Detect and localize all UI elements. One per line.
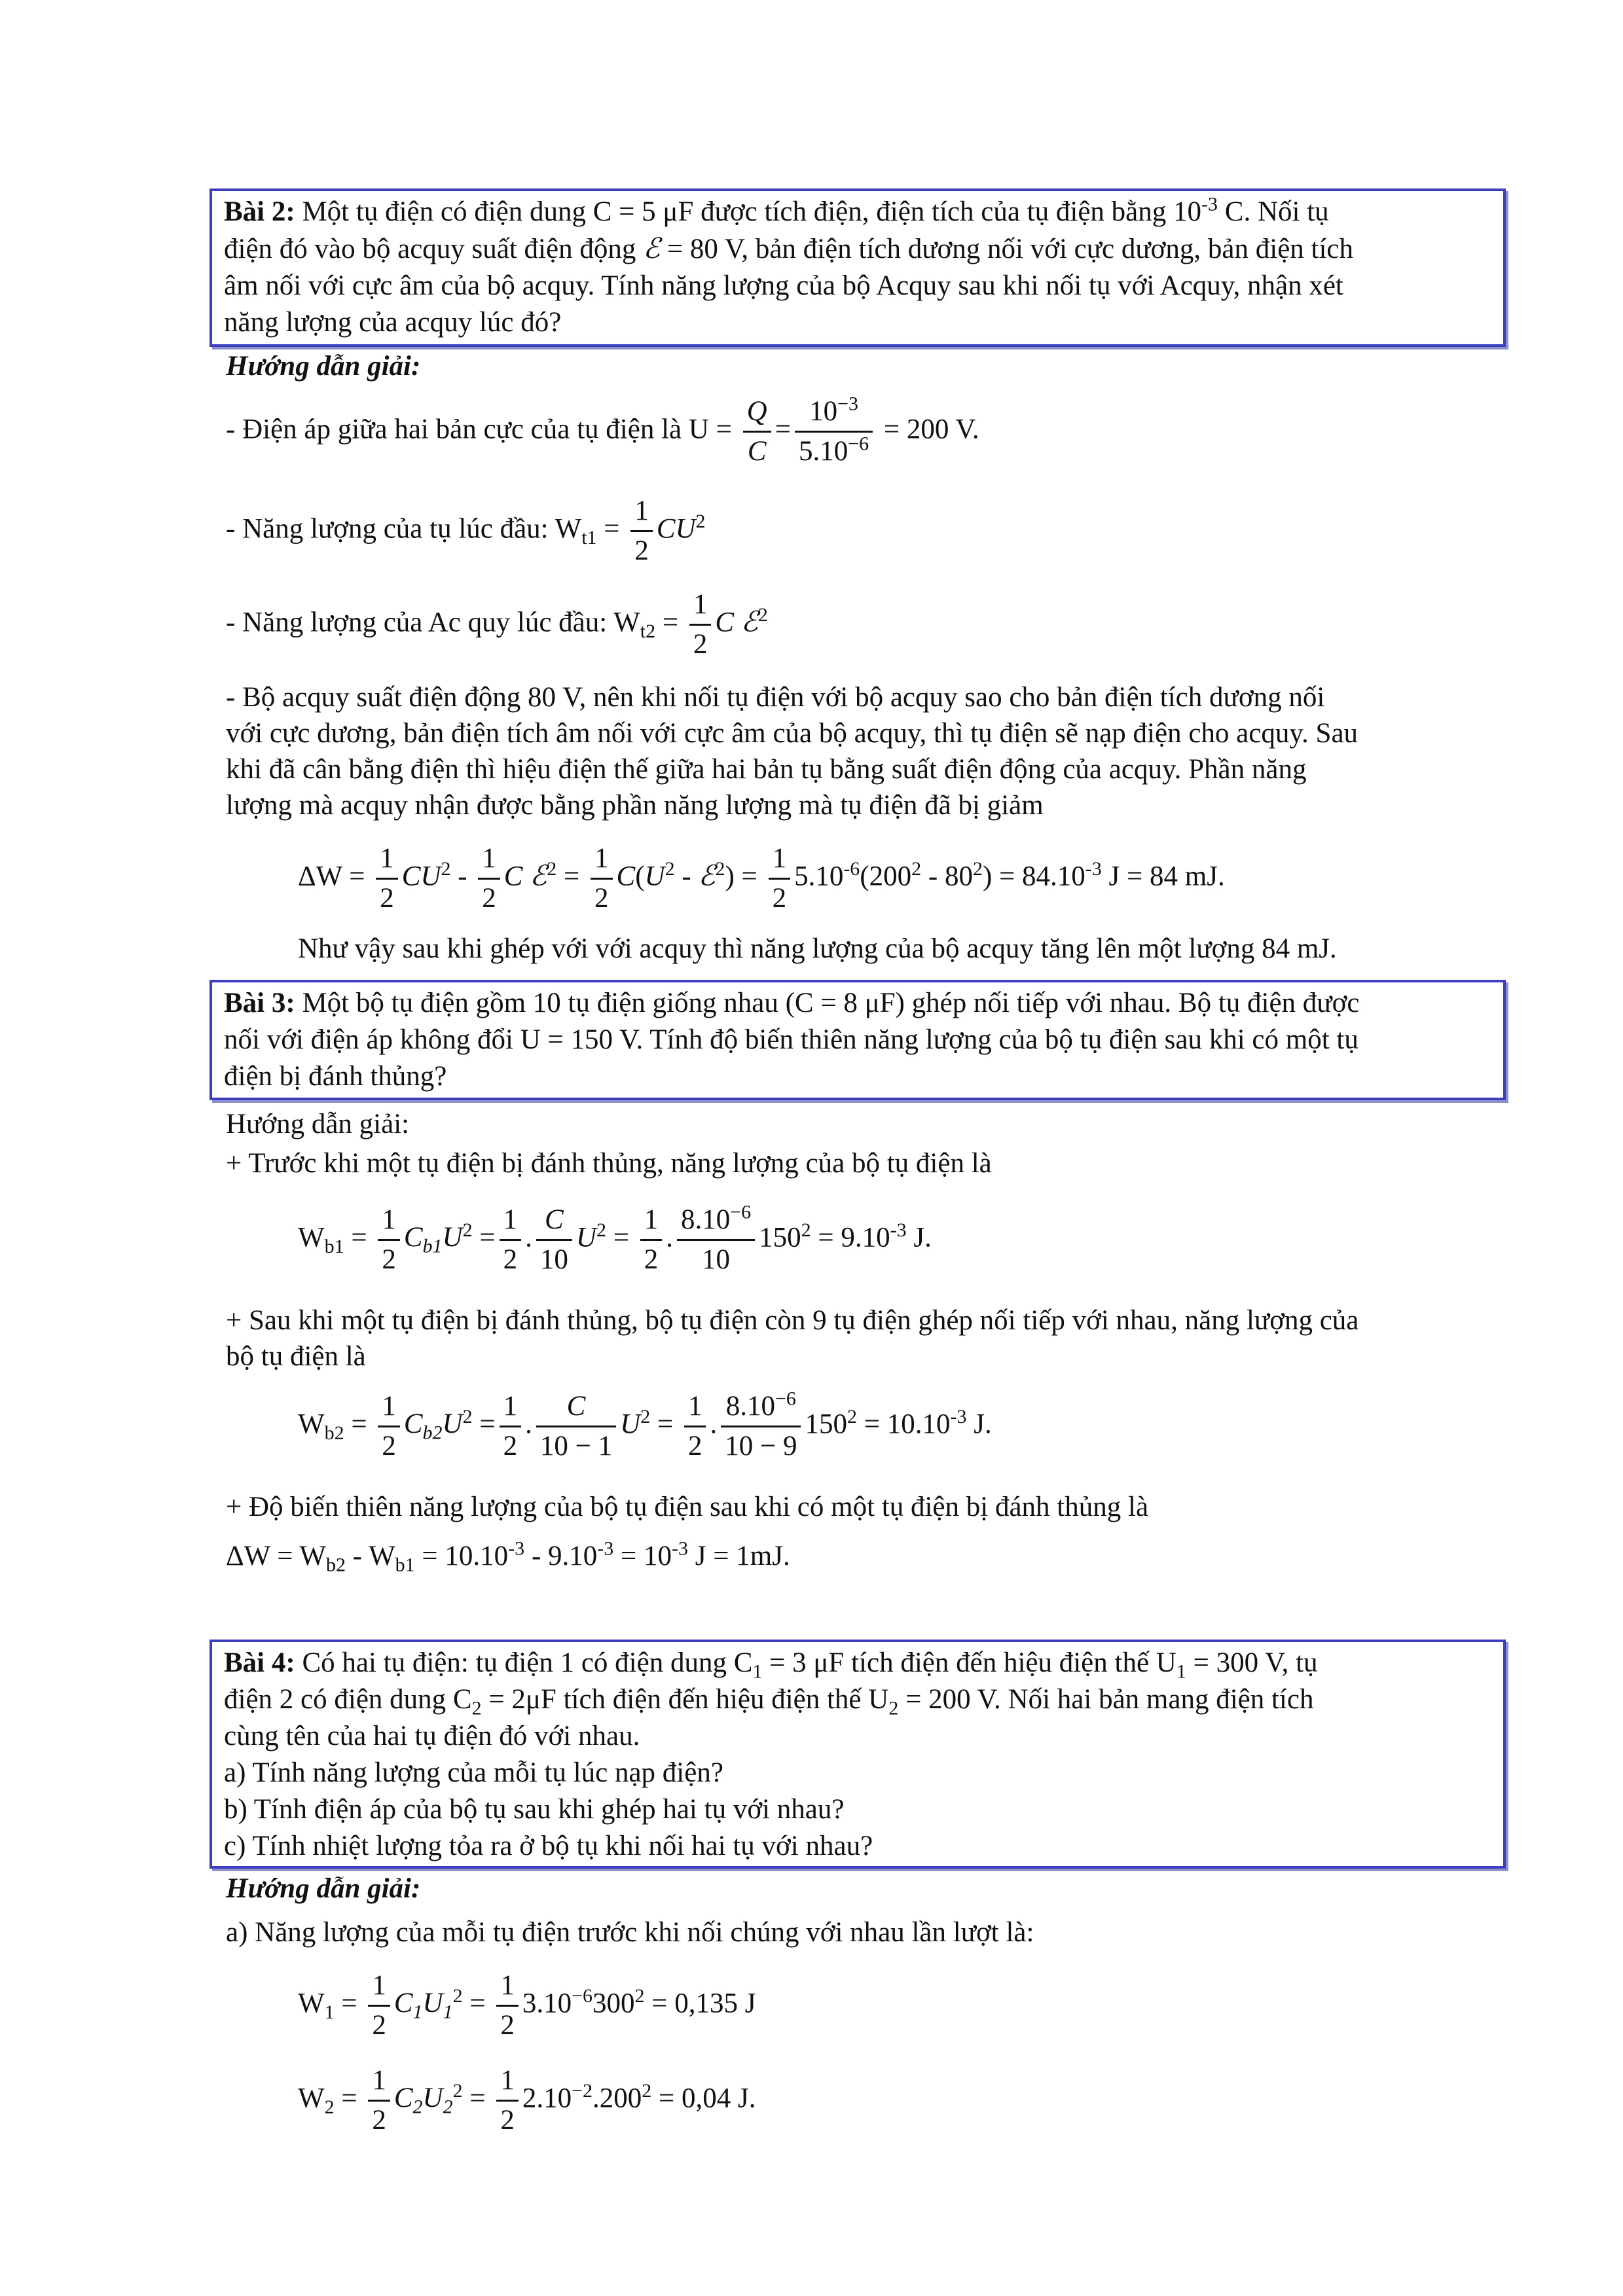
- sol3-wb1: $W_{b1}$ = $\frac{1}{2}$ $C_{b1}U^2$ = $\frac{1}{2}$ . $\frac{C}{10}$ $U^2$ = $\frac{1}{2}$ . $\frac{8.10^{-6}}{10}$ $150^2 = 9.10^{-3}$ J.: [298, 1201, 932, 1275]
- exercise-3-line-3: điện bị đánh thủng?: [224, 1061, 447, 1092]
- exercise-3-line-1: Bài 3: Một bộ tụ điện gồm 10 tụ điện giống nhau (C = 8 μF) ghép nối tiếp với nhau. Bộ tụ điện được: [224, 988, 1360, 1018]
- sol4-a-line: a) Năng lượng của mỗi tụ điện trước khi nối chúng với nhau lần lượt là:: [226, 1917, 1034, 1948]
- sol2-para-4: lượng mà acquy nhận được bằng phần năng lượng mà tụ điện đã bị giảm: [226, 790, 1044, 821]
- exercise-2-line-2: điện đó vào bộ acquy suất điện động ℰ = 80 V, bản điện tích dương nối với cực dương, bản điện tích: [224, 232, 1354, 265]
- exercise-2-line-4: năng lượng của acquy lúc đó?: [224, 307, 562, 338]
- sol2-para-3: khi đã cân bằng điện thì hiệu điện thế giữa hai bản tụ bằng suất điện động của acquy. Phần năng: [226, 754, 1307, 785]
- sol2-wt2: - Năng lượng của Ac quy lúc đầu: $W_{t2}$ = $\frac{1}{2}$ C ℰ$^2$: [226, 586, 768, 664]
- exercise-4-label: Bài 4:: [224, 1647, 295, 1678]
- exercise-4-line-2: điện 2 có điện dung $C_2 = 2\mu F$ tích điện đến hiệu điện thế $U_2 = 200$ V. Nối hai bản mang điện tích: [224, 1684, 1314, 1719]
- sol4-w2: $W_2$ = $\frac{1}{2}$ $C_2U_2^2$ = $\frac{1}{2}$ $2.10^{-2}.200^2 = 0,04$ J.: [298, 2062, 756, 2140]
- exercise-3-label: Bài 3:: [224, 988, 295, 1018]
- sol3-delta-calc: $\Delta W = W_{b2} - W_{b1} = 10.10^{-3} - 9.10^{-3} = 10^{-3}$ J = 1mJ.: [226, 1537, 790, 1576]
- exercise-4-line-3: cùng tên của hai tụ điện đó với nhau.: [224, 1721, 640, 1751]
- exercise-4-question-b: b) Tính điện áp của bộ tụ sau khi ghép hai tụ với nhau?: [224, 1794, 845, 1825]
- exercise-2-label: Bài 2:: [224, 196, 295, 227]
- sol2-delta-w: ΔW = $\frac{1}{2}$ $CU^2$ - $\frac{1}{2}$ C ℰ$^2$ = $\frac{1}{2}$ $C(U^2$ - ℰ$^2$) = $\frac{1}{2}$ $5.10^{-6}(200^2 - 80^2) = 84.10^{-3}$ J = 84 mJ.: [298, 840, 1225, 918]
- guide-heading-3: Hướng dẫn giải:: [226, 1109, 410, 1139]
- sol3-wb2: $W_{b2}$ = $\frac{1}{2}$ $C_{b2}U^2$ = $\frac{1}{2}$ . $\frac{C}{10 - 1}$ $U^2$ = $\frac{1}{2}$ . $\frac{8.10^{-6}}{10 - 9}$ $150^2 = 10.10^{-3}$ J.: [298, 1388, 992, 1462]
- sol3-delta-text: + Độ biến thiên năng lượng của bộ tụ điện sau khi có một tụ điện bị đánh thủng là: [226, 1492, 1149, 1522]
- exercise-2-line-3: âm nối với cực âm của bộ acquy. Tính năng lượng của bộ Acquy sau khi nối tụ với Acquy, nhận xét: [224, 270, 1343, 301]
- sol3-after-1: + Sau khi một tụ điện bị đánh thủng, bộ tụ điện còn 9 tụ điện ghép nối tiếp với nhau, năng lượng của: [226, 1305, 1359, 1336]
- exercise-4-question-c: c) Tính nhiệt lượng tỏa ra ở bộ tụ khi nối hai tụ với nhau?: [224, 1831, 873, 1861]
- sol2-wt1: - Năng lượng của tụ lúc đầu: $W_{t1}$ = $\frac{1}{2}$ $CU^2$: [226, 492, 706, 570]
- exercise-4-box: [210, 1640, 1506, 1869]
- sol3-after-2: bộ tụ điện là: [226, 1341, 366, 1372]
- emf-symbol: ℰ: [643, 232, 661, 265]
- guide-heading-2: Hướng dẫn giải:: [226, 351, 421, 382]
- sol3-before: + Trước khi một tụ điện bị đánh thủng, năng lượng của bộ tụ điện là: [226, 1148, 992, 1179]
- sol2-para-2: với cực dương, bản điện tích âm nối với cực âm của bộ acquy, thì tụ điện sẽ nạp điện cho acquy. Sau: [226, 718, 1359, 749]
- exercise-4-line-1: Bài 4: Có hai tụ điện: tụ điện 1 có điện dung $C_1 = 3$ μF tích điện đến hiệu điện thế $U_1 = 300$ V, tụ: [224, 1647, 1318, 1683]
- guide-heading-4: Hướng dẫn giải:: [226, 1873, 421, 1904]
- sol4-w1: $W_1$ = $\frac{1}{2}$ $C_1U_1^2$ = $\frac{1}{2}$ $3.10^{-6}300^2 = 0,135$ J: [298, 1967, 756, 2045]
- exercise-2-line-1: Bài 2: Một tụ điện có điện dung C = 5 μF được tích điện, điện tích của tụ điện bằng $10^{-3}$ C. Nối tụ: [224, 193, 1329, 227]
- sol2-conclusion: Như vậy sau khi ghép với với acquy thì năng lượng của bộ acquy tăng lên một lượng 84 mJ.: [298, 933, 1337, 964]
- exercise-3-line-2: nối với điện áp không đổi U = 150 V. Tính độ biến thiên năng lượng của bộ tụ điện sau khi có một tụ: [224, 1024, 1359, 1055]
- sol2-voltage: - Điện áp giữa hai bản cực của tụ điện là U = $\frac{Q}{C}$ = $\frac{10^{-3}}{5.10^{-6}}$ = 200 V.: [226, 393, 979, 467]
- sol2-para-1: - Bộ acquy suất điện động 80 V, nên khi nối tụ điện với bộ acquy sao cho bản điện tích dương nối: [226, 682, 1325, 713]
- exercise-3-box: [210, 980, 1506, 1100]
- exercise-2-box: [210, 188, 1506, 347]
- exercise-4-question-a: a) Tính năng lượng của mỗi tụ lúc nạp điện?: [224, 1757, 723, 1788]
